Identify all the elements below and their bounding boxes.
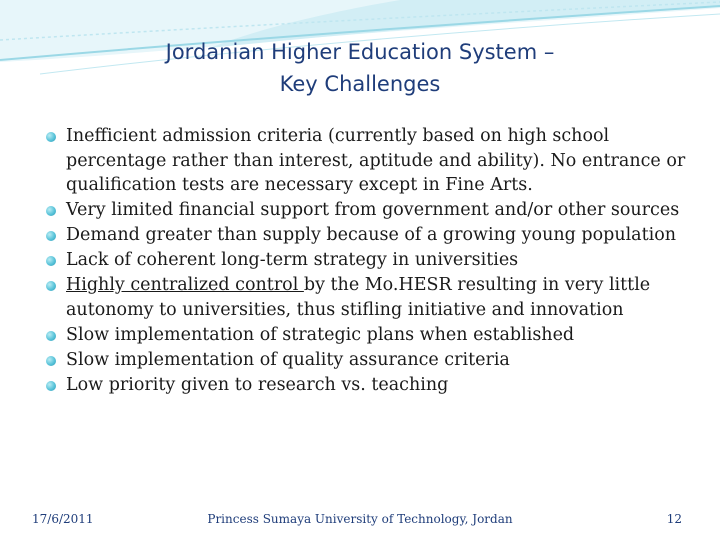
footer-institution: Princess Sumaya University of Technology, Jordan xyxy=(207,512,513,526)
title-line-2: Key Challenges xyxy=(279,72,441,96)
list-item-text: Very limited financial support from government and/or other sources xyxy=(66,200,680,220)
challenges-list xyxy=(44,124,694,398)
list-item-text: Slow implementation of strategic plans when established xyxy=(66,324,575,345)
bullet-icon xyxy=(46,231,56,241)
list-item xyxy=(44,198,694,223)
list-item xyxy=(44,273,694,322)
list-item xyxy=(44,373,694,398)
slide-title xyxy=(60,36,660,100)
list-item xyxy=(44,124,694,198)
bullet-icon xyxy=(46,256,56,266)
list-item xyxy=(44,223,694,248)
list-item xyxy=(44,348,694,373)
list-item-text: by the Mo.HESR resulting in very little autonomy to universities, thus stifling initiative and innovation xyxy=(66,275,651,320)
bullet-icon xyxy=(46,381,56,391)
bullet-icon xyxy=(46,132,56,142)
list-item xyxy=(44,323,694,348)
list-item xyxy=(44,248,694,273)
slide-number: 12 xyxy=(666,512,682,526)
underlined-phrase: Highly centralized control xyxy=(66,275,304,295)
list-item-text: Lack of coherent long-term strategy in universities xyxy=(66,250,519,270)
bullet-icon xyxy=(46,356,56,366)
footer-date: 17/6/2011 xyxy=(32,512,94,526)
bullet-icon xyxy=(46,281,56,291)
list-item-text: Demand greater than supply because of a growing young population xyxy=(66,225,677,245)
title-line-1: Jordanian Higher Education System – xyxy=(165,40,555,64)
bullet-icon xyxy=(46,331,56,341)
list-item-text: Slow implementation of quality assurance criteria xyxy=(66,349,510,370)
list-item-text: Low priority given to research vs. teaching xyxy=(66,374,449,395)
list-item-text: Inefficient admission criteria (currently based on high school percentage rather than interest, aptitude and ability). No entrance or qualification tests are necessary except in Fine Arts. xyxy=(66,126,686,195)
bullet-icon xyxy=(46,206,56,216)
